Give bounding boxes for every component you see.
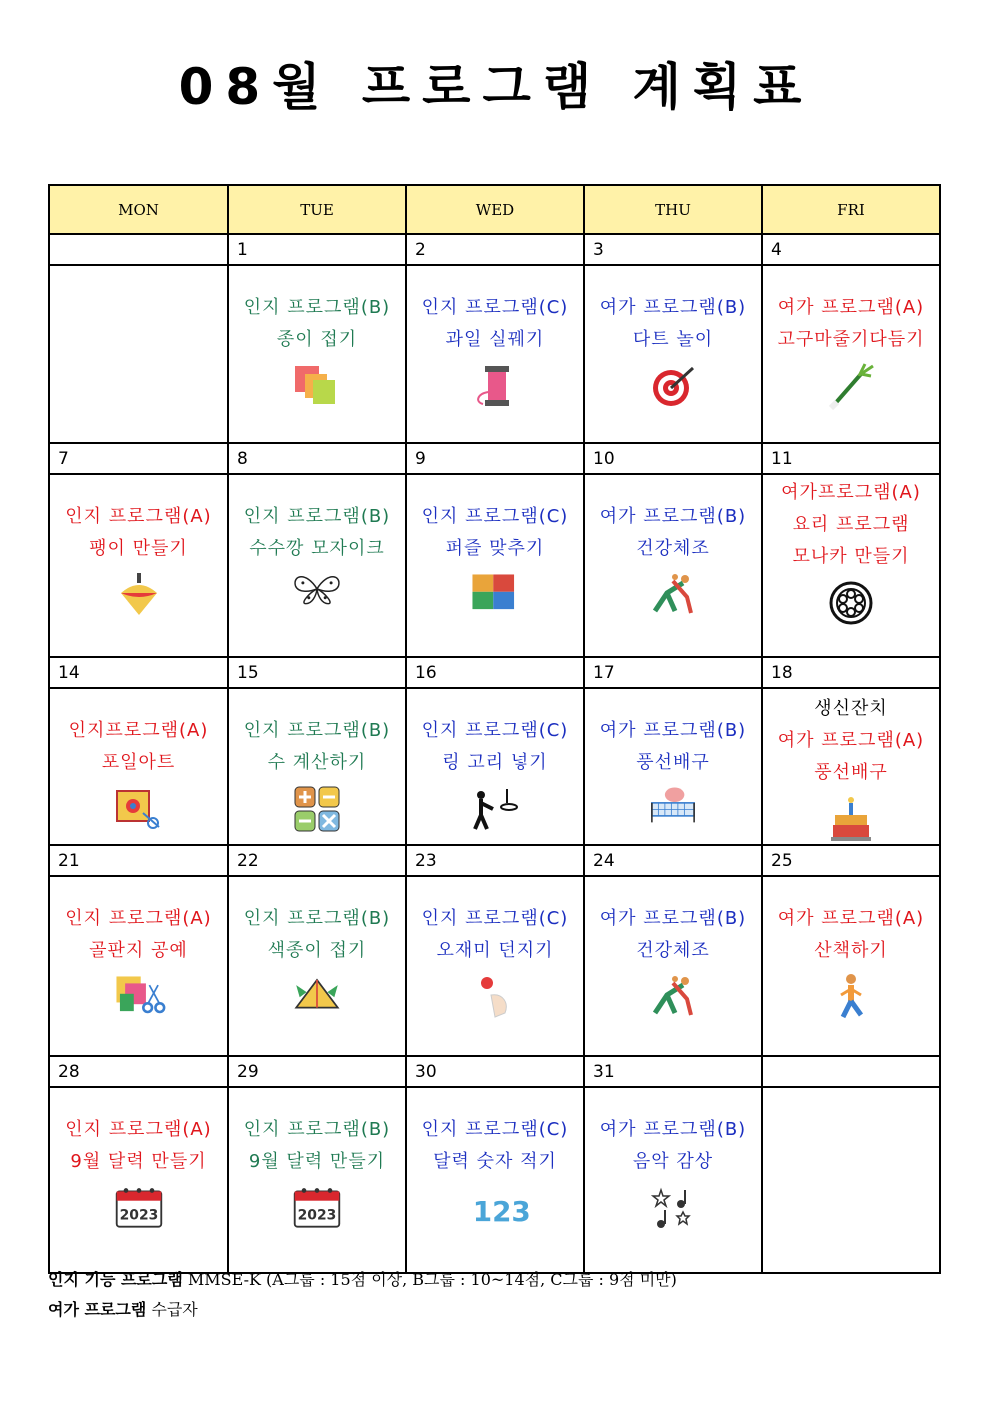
footnote-text: MMSE-K (A그룹 : 15점 이상, B그룹 : 10~14점, C그룹 : 9점 미만)	[182, 1270, 677, 1289]
calendar-day-cell	[406, 688, 584, 845]
program-activity: 요리 프로그램	[792, 514, 910, 535]
program-activity: 달력 숫자 적기	[433, 1151, 557, 1172]
program-category: 인지 프로그램(B)	[243, 1119, 391, 1140]
calendar-year-text: 2023	[297, 1207, 337, 1224]
calendar-day-cell	[49, 876, 228, 1056]
page-title: 08월 프로그램 계획표	[178, 58, 814, 116]
calendar-day-cell	[228, 688, 406, 845]
program-category: 여가 프로그램(B)	[599, 297, 747, 318]
calendar-day-cell	[49, 474, 228, 657]
weekday-header-wed: WED	[406, 185, 584, 234]
calendar-day-cell	[228, 876, 406, 1056]
program-category: 여가프로그램(A)	[781, 482, 921, 503]
green-onion-icon	[825, 362, 877, 410]
origami-icon	[291, 973, 343, 1021]
program-category: 인지 프로그램(C)	[421, 506, 569, 527]
program-activity: 수수깡 모자이크	[249, 538, 385, 559]
program-activity: 퍼즐 맞추기	[445, 538, 545, 559]
program-category: 인지 프로그램(A)	[65, 506, 212, 527]
program-category: 인지 프로그램(B)	[243, 297, 391, 318]
date-number: 9	[406, 443, 584, 474]
program-category: 여가 프로그램(A)	[777, 908, 925, 929]
program-category: 인지 프로그램(B)	[243, 720, 391, 741]
exercise-icon	[647, 571, 699, 619]
ring-toss-icon	[469, 785, 521, 833]
balloon-volleyball-icon	[647, 785, 699, 833]
program-activity: 종이 접기	[276, 329, 358, 350]
date-number: 15	[228, 657, 406, 688]
calendar-day-cell	[406, 876, 584, 1056]
foil-art-icon	[113, 785, 165, 833]
program-activity: 음악 감상	[632, 1151, 714, 1172]
program-category: 여가 프로그램(B)	[599, 506, 747, 527]
program-category: 인지 프로그램(A)	[65, 908, 212, 929]
cardboard-craft-icon	[113, 973, 165, 1021]
event-heading: 생신잔치	[814, 698, 888, 719]
calendar-day-cell	[762, 1087, 940, 1273]
calendar-day-cell	[762, 265, 940, 443]
calendar-day-cell	[584, 1087, 762, 1273]
walking-icon	[825, 973, 877, 1021]
date-number: 17	[584, 657, 762, 688]
date-number: 31	[584, 1056, 762, 1087]
program-category: 여가 프로그램(B)	[599, 720, 747, 741]
date-number: 4	[762, 234, 940, 265]
program-category: 인지 프로그램(B)	[243, 506, 391, 527]
program-category: 여가 프로그램(B)	[599, 908, 747, 929]
footnote-text: 수급자	[146, 1300, 198, 1319]
program-activity: 건강체조	[636, 940, 710, 961]
monaka-icon	[825, 579, 877, 627]
program-activity: 다트 놀이	[632, 329, 714, 350]
program-category: 여가 프로그램(A)	[777, 730, 925, 751]
numbers-123-icon	[469, 1184, 531, 1232]
footnote-leisure	[48, 1299, 198, 1321]
calendar-2023-icon	[291, 1184, 343, 1232]
date-number: 25	[762, 845, 940, 876]
date-number	[762, 1056, 940, 1087]
puzzle-icon	[469, 571, 521, 619]
exercise-icon	[647, 973, 699, 1021]
calculation-icon	[291, 785, 343, 833]
program-activity: 9월 달력 만들기	[70, 1151, 207, 1172]
program-activity: 오재미 던지기	[436, 940, 554, 961]
date-number: 11	[762, 443, 940, 474]
program-category: 인지 프로그램(C)	[421, 297, 569, 318]
program-activity: 모나카 만들기	[792, 546, 910, 567]
program-category: 인지 프로그램(C)	[421, 908, 569, 929]
calendar-year-text: 2023	[119, 1207, 158, 1224]
date-number: 3	[584, 234, 762, 265]
birthday-cake-icon	[825, 795, 877, 843]
music-notes-icon	[647, 1184, 699, 1232]
date-number: 21	[49, 845, 228, 876]
calendar-day-cell	[406, 1087, 584, 1273]
program-activity: 색종이 접기	[267, 940, 367, 961]
program-activity: 팽이 만들기	[89, 538, 188, 559]
program-category: 여가 프로그램(B)	[599, 1119, 747, 1140]
calendar-2023-icon	[113, 1184, 165, 1232]
calendar-day-cell	[406, 474, 584, 657]
thread-spool-icon	[469, 362, 521, 410]
program-category: 인지 프로그램(A)	[65, 1119, 212, 1140]
footnote-label: 여가 프로그램	[48, 1300, 147, 1319]
date-number: 29	[228, 1056, 406, 1087]
date-number: 16	[406, 657, 584, 688]
program-category: 인지 프로그램(B)	[243, 908, 391, 929]
numbers-text: 123	[472, 1195, 531, 1229]
date-number: 10	[584, 443, 762, 474]
calendar-day-cell	[406, 265, 584, 443]
program-activity: 9월 달력 만들기	[248, 1151, 386, 1172]
calendar-day-cell	[584, 474, 762, 657]
program-activity: 고구마줄기다듬기	[777, 329, 925, 350]
dart-target-icon	[647, 362, 699, 410]
weekday-header-mon: MON	[49, 185, 228, 234]
date-number	[49, 234, 228, 265]
program-category: 인지 프로그램(C)	[421, 1119, 569, 1140]
bean-bag-toss-icon	[469, 973, 521, 1021]
calendar-day-cell	[584, 688, 762, 845]
date-number: 30	[406, 1056, 584, 1087]
calendar-day-cell	[49, 265, 228, 443]
paper-icon	[291, 362, 343, 410]
spinning-top-icon	[113, 571, 165, 619]
program-calendar	[48, 184, 941, 1274]
butterfly-icon	[291, 571, 343, 619]
footnote-label: 인지 기능 프로그램	[48, 1270, 183, 1289]
date-number: 24	[584, 845, 762, 876]
weekday-header-thu: THU	[584, 185, 762, 234]
program-activity: 골판지 공예	[89, 940, 188, 961]
program-category: 인지 프로그램(C)	[421, 720, 569, 741]
date-number: 14	[49, 657, 228, 688]
program-activity: 과일 실꿰기	[445, 329, 545, 350]
calendar-day-cell	[228, 265, 406, 443]
program-category: 여가 프로그램(A)	[777, 297, 925, 318]
calendar-day-cell	[762, 876, 940, 1056]
date-number: 7	[49, 443, 228, 474]
date-number: 1	[228, 234, 406, 265]
weekday-header-tue: TUE	[228, 185, 406, 234]
date-number: 8	[228, 443, 406, 474]
calendar-day-cell	[228, 1087, 406, 1273]
calendar-day-cell	[228, 474, 406, 657]
weekday-header-fri: FRI	[762, 185, 940, 234]
date-number: 18	[762, 657, 940, 688]
calendar-day-cell	[762, 688, 940, 845]
program-activity: 링 고리 넣기	[442, 752, 548, 773]
calendar-day-cell	[762, 474, 940, 657]
program-category: 인지프로그램(A)	[68, 720, 209, 741]
calendar-day-cell	[49, 1087, 228, 1273]
date-number: 22	[228, 845, 406, 876]
program-activity: 건강체조	[636, 538, 710, 559]
calendar-day-cell	[49, 688, 228, 845]
date-number: 23	[406, 845, 584, 876]
program-activity: 풍선배구	[814, 762, 888, 783]
calendar-day-cell	[584, 265, 762, 443]
footnote-cognitive	[48, 1269, 677, 1291]
date-number: 28	[49, 1056, 228, 1087]
date-number: 2	[406, 234, 584, 265]
program-activity: 산책하기	[814, 940, 888, 961]
program-activity: 포일아트	[101, 752, 176, 773]
program-activity: 수 계산하기	[267, 752, 367, 773]
program-activity: 풍선배구	[636, 752, 710, 773]
calendar-day-cell	[584, 876, 762, 1056]
